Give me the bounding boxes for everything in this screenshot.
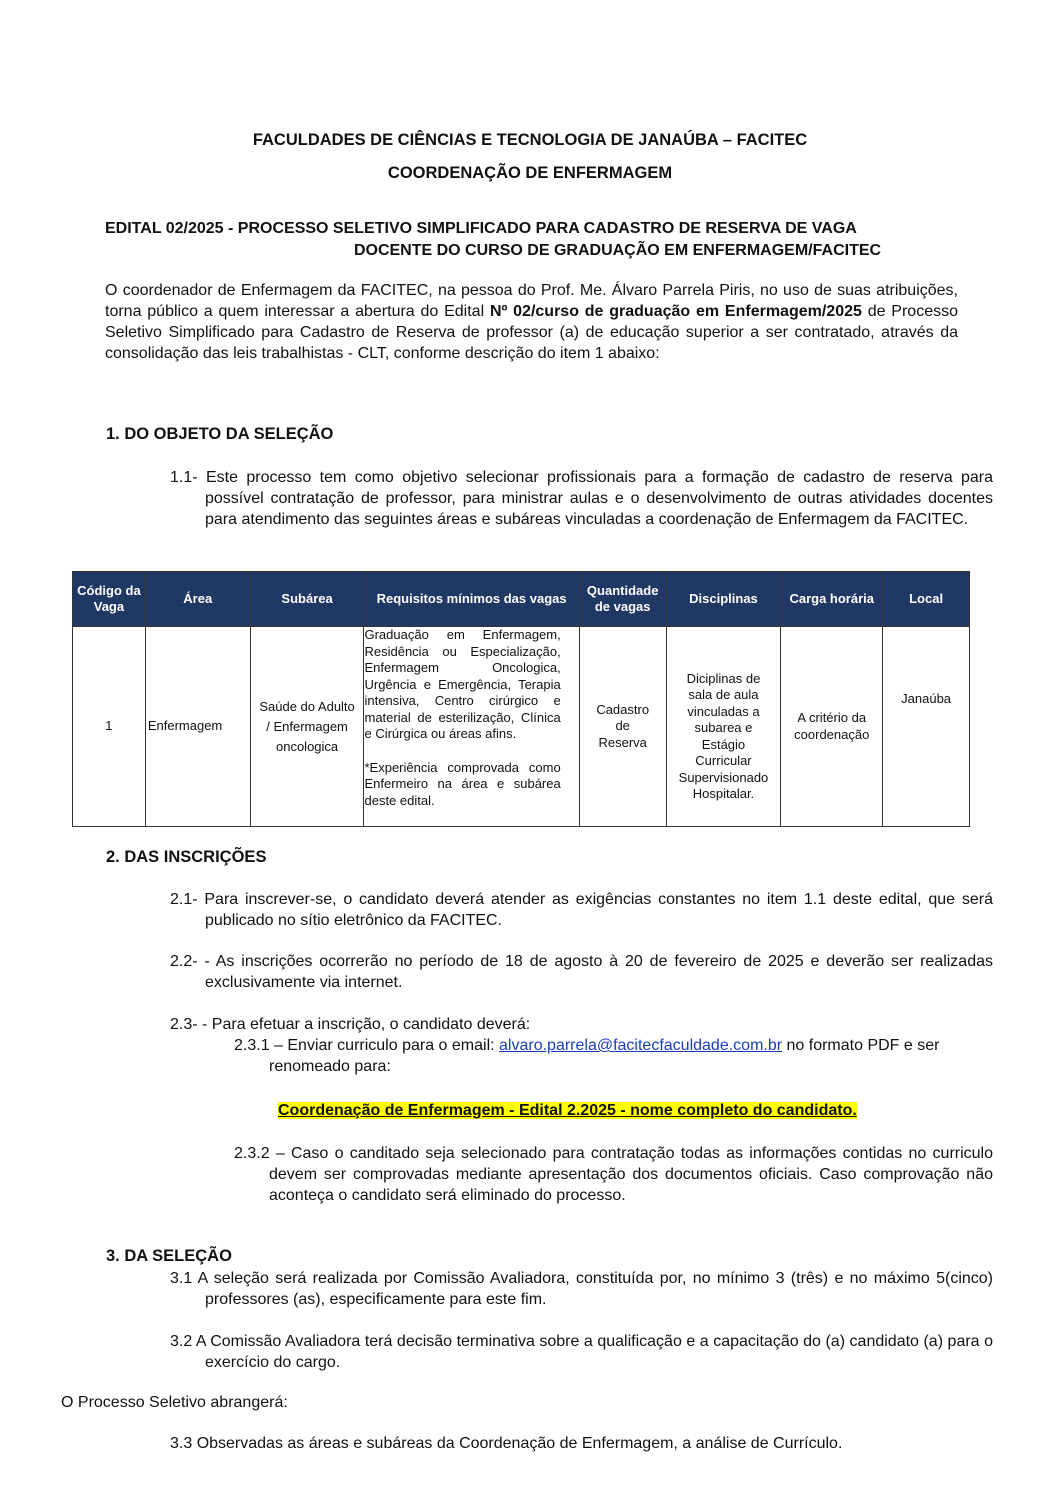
edital-title-line2: DOCENTE DO CURSO DE GRADUAÇÃO EM ENFERMAGEM/FACITEC	[353, 242, 882, 259]
item-2-3-1-text-a: 2.3.1 – Enviar curriculo para o email:	[234, 1037, 500, 1054]
table-row	[73, 627, 970, 827]
coordination-title: COORDENAÇÃO DE ENFERMAGEM	[387, 164, 673, 182]
intro-paragraph	[105, 280, 958, 364]
item-2-3: 2.3- - Para efetuar a inscrição, o candidato deverá:	[170, 1016, 531, 1033]
edital-title-line1: EDITAL 02/2025 - PROCESSO SELETIVO SIMPLIFICADO PARA CADASTRO DE RESERVA DE VAGA	[105, 220, 857, 237]
institution-title: FACULDADES DE CIÊNCIAS E TECNOLOGIA DE JANAÚBA – FACITEC	[252, 131, 808, 149]
section-1-title: 1. DO OBJETO DA SELEÇÃO	[106, 425, 334, 443]
header-local: Local	[883, 572, 970, 627]
cell-codigo: 1	[73, 627, 146, 827]
intro-text-a: O coordenador de Enfermagem da FACITEC, na pessoa do Prof. Me. Álvaro Parrela Piris, no uso de suas atribuições, torna público a quem interessar a abertura do Edital	[105, 282, 958, 320]
cell-carga: A critério da coordenação	[781, 627, 883, 827]
intro-edital-number: Nº 02/curso de graduação em Enfermagem/2025	[489, 303, 862, 320]
header-quantidade: Quantidade de vagas	[579, 572, 666, 627]
processo-abrangera: O Processo Seletivo abrangerá:	[61, 1394, 288, 1411]
cell-subarea: Saúde do Adulto / Enfermagem oncologica	[250, 627, 364, 827]
filename-highlight: Coordenação de Enfermagem - Edital 2.2025 - nome completo do candidato.	[278, 1102, 857, 1119]
header-requisitos: Requisitos mínimos das vagas	[364, 572, 579, 627]
item-3-2: 3.2 A Comissão Avaliadora terá decisão terminativa sobre a qualificação e a capacitação do (a) candidato (a) para o exercício do cargo.	[170, 1333, 993, 1371]
cell-disciplinas: Diciplinas de sala de aula vinculadas a subarea e Estágio Curricular Supervisionado Hospitalar.	[666, 627, 781, 827]
cell-local: Janaúba	[883, 627, 970, 827]
header-area: Área	[145, 572, 250, 627]
item-1-1: 1.1- Este processo tem como objetivo selecionar profissionais para a formação de cadastro de reserva para possível contratação de professor, para ministrar aulas e o desenvolvimento de outras atividades docentes para atendimento das seguintes áreas e subáreas vinculadas a coordenação de Enfermagem da FACITEC.	[170, 469, 993, 528]
intro-text-b: de Processo Seletivo Simplificado para Cadastro de Reserva de professor (a) de educação superior a ser contratado, através da consolidação das leis trabalhistas - CLT, conforme descrição do item 1 abaixo:	[105, 303, 959, 362]
cell-quantidade: Cadastro de Reserva	[579, 627, 666, 827]
section-2-title: 2. DAS INSCRIÇÕES	[106, 848, 267, 866]
requisitos-text: Graduação em Enfermagem, Residência ou Especialização, Enfermagem Oncologica, Urgência e Emergência, Terapia intensiva, Centro cirúrgico e material de esterilização, Clínica e Cirúrgica ou áreas afins.	[364, 627, 561, 741]
item-2-3-2: 2.3.2 – Caso o canditado seja selecionado para contratação todas as informações contidas no curriculo devem ser comprovadas mediante apresentação dos documentos oficiais. Caso comprovação não aconteça o candidato será eliminado do processo.	[234, 1145, 993, 1204]
table-header-row	[73, 572, 970, 627]
filename-instruction	[278, 1100, 857, 1121]
header-disciplinas: Disciplinas	[666, 572, 781, 627]
item-3-3: 3.3 Observadas as áreas e subáreas da Coordenação de Enfermagem, a análise de Currículo.	[170, 1435, 843, 1452]
requisitos-experiencia: *Experiência comprovada como Enfermeiro na área e subárea deste edital.	[364, 759, 561, 808]
header-subarea: Subárea	[250, 572, 364, 627]
item-2-2: 2.2- - As inscrições ocorrerão no período de 18 de agosto à 20 de fevereiro de 2025 e deverão ser realizadas exclusivamente via internet.	[170, 953, 993, 991]
vacancies-table	[72, 571, 970, 827]
edital-title	[105, 218, 950, 262]
item-2-3-1	[234, 1035, 993, 1077]
section-3-title: 3. DA SELEÇÃO	[106, 1247, 232, 1265]
cell-requisitos	[364, 627, 579, 827]
cell-area: Enfermagem	[145, 627, 250, 827]
header-carga: Carga horária	[781, 572, 883, 627]
item-2-3-1-text-b: no formato PDF e ser renomeado para:	[269, 1037, 940, 1075]
header-codigo: Código da Vaga	[73, 572, 146, 627]
email-link[interactable]: alvaro.parrela@facitecfaculdade.com.br	[499, 1037, 783, 1054]
item-3-1: 3.1 A seleção será realizada por Comissão Avaliadora, constituída por, no mínimo 3 (três) e no máximo 5(cinco) professores (as), especificamente para este fim.	[170, 1270, 993, 1308]
item-2-1: 2.1- Para inscrever-se, o candidato deverá atender as exigências constantes no item 1.1 deste edital, que será publicado no sítio eletrônico da FACITEC.	[170, 891, 993, 929]
